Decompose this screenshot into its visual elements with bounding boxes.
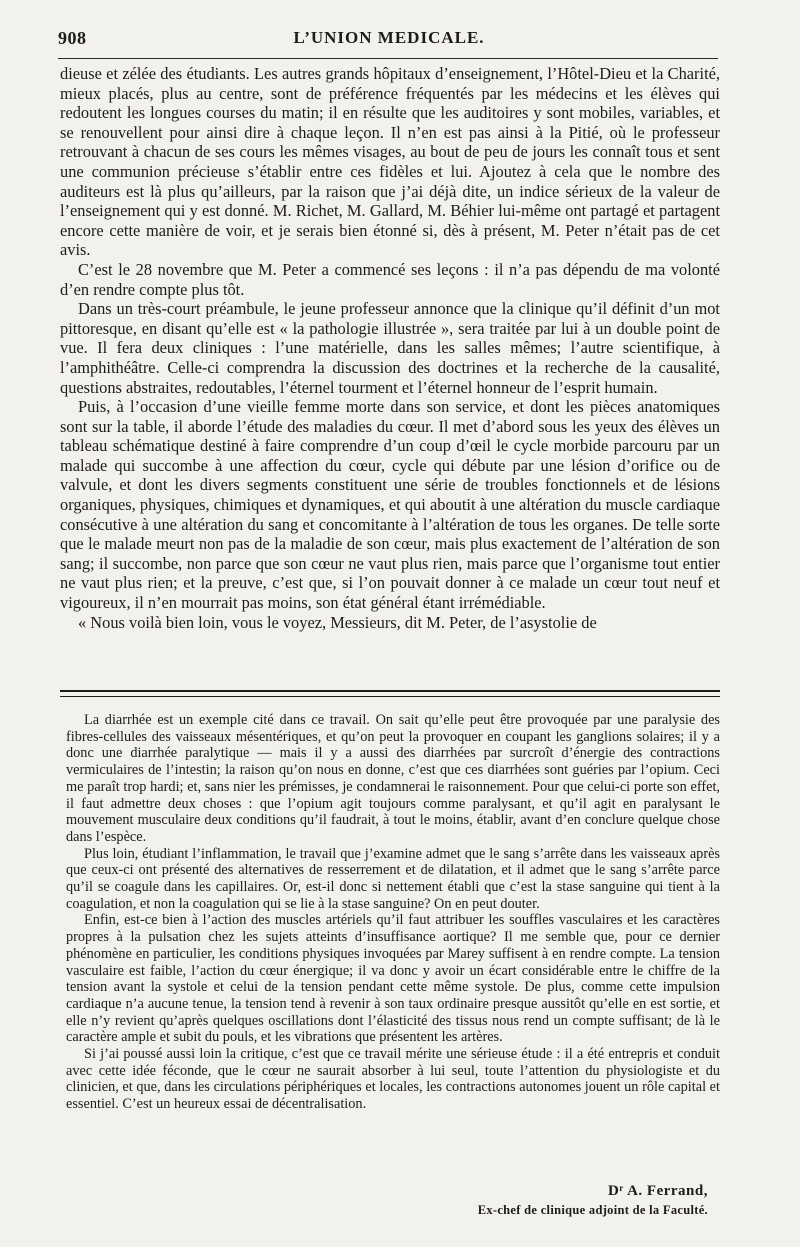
running-head: L’UNION MEDICALE.: [293, 28, 485, 47]
signature: [408, 1182, 708, 1220]
paragraph: dieuse et zélée des étudiants. Les autres grands hôpitaux d’enseignement, l’Hôtel-Dieu et la Charité, mieux placés, plus au centre, sont de préférence fréquentés par les médecins et les élèves qui redoutent les longues courses du matin; il en résulte que les auditoires y sont mobiles, variables, et se renouvellent pour ainsi dire à chaque leçon. Il n’en est pas ainsi à la Pitié, où le professeur retrouvant à chacun de ses cours les mêmes visages, au bout de peu de jours les connaît tous et sent une communion précieuse s’établir entre ces fidèles et lui. Ajoutez à cela que le nombre des auditeurs est là plus qu’ailleurs, par la raison que j’ai déjà dite, un indice sérieux de la valeur de l’enseignement qui y est donné. M. Richet, M. Gallard, M. Béhier lui-même ont partagé et partagent encore cette manière de voir, et je serais bien étonné si, dès à présent, M. Peter n’était pas de cet avis.: [60, 64, 720, 260]
header-rule: [58, 58, 718, 59]
footnote-paragraph: Si j’ai poussé aussi loin la critique, c’est que ce travail mérite une sérieuse étude : il a été entrepris et conduit avec cette idée féconde, que le cœur ne saurait absorber à lui seul, toute l’attention du physiologiste et du clinicien, et que, dans les circulations périphériques et locales, les contractions autonomes jouent un rôle capital et essentiel. C’est un heureux essai de décentralisation.: [66, 1046, 720, 1113]
paragraph: Dans un très-court préambule, le jeune professeur annonce que la clinique qu’il définit d’un mot pittoresque, en disant qu’elle est « la pathologie illustrée », sera traitée par lui à un double point de vue. Il fera deux cliniques : l’une matérielle, dans les salles mêmes; l’autre scientifique, à l’amphithéâtre. Celle-ci comprendra la discussion des doctrines et la recherche de la causalité, questions abstraites, redoutables, l’éternel tourment et l’éternel honneur de l’esprit humain.: [60, 299, 720, 397]
signature-title: Ex-chef de clinique adjoint de la Faculté.: [477, 1203, 708, 1217]
page-header: [58, 22, 720, 52]
footnote-separator-thin: [60, 696, 720, 697]
page-number: 908: [58, 28, 87, 48]
footnote-paragraph: La diarrhée est un exemple cité dans ce travail. On sait qu’elle peut être provoquée par une paralysie des fibres-cellules des vaisseaux mésentériques, et qu’on peut la provoquer en coupant les ganglions solaires; il y a donc une diarrhée paralytique — mais il y a aussi des diarrhées par surcroît d’énergie des contractions vermiculaires de l’intestin; la raison qu’on nous en donne, c’est que ces diarrhées sont guéries par l’opium. Ceci me paraît trop hardi; et, sans nier les prémisses, je condamnerai le raisonnement. Pour que celui-ci porte son effet, il faut admettre deux choses : que l’opium agit toujours comme paralysant, et qu’il agit en paralysant le mouvement musculaire deux conditions qu’il faudrait, à tout le moins, établir, avant d’en conclure quelque chose dans l’espèce.: [66, 712, 720, 845]
footnote-paragraph: Enfin, est-ce bien à l’action des muscles artériels qu’il faut attribuer les souffles vasculaires et les caractères propres à la pulsation chez les sujets atteints d’insuffisance aortique? Il me semble que, pour ce dernier phénomène en particulier, les conditions physiques invoquées par Marey suffisent à en rendre compte. La tension vasculaire est faible, l’action du cœur énergique; il va donc y avoir un écart considérable entre le chiffre de la tension avant la systole et celui de la tension pendant cette même systole. De plus, comme cette impulsion cardiaque n’a aucune tenue, la tension tend à revenir à son taux ordinaire presque aussitôt qu’elle en est sortie, et elle n’y revient qu’après quelques oscillations dont l’élasticité des tissus nous rend un compte suffisant; de là le caractère ample et subit du pouls, et les vibrations que présentent les artères.: [66, 912, 720, 1046]
paragraph: C’est le 28 novembre que M. Peter a commencé ses leçons : il n’a pas dépendu de ma volonté d’en rendre compte plus tôt.: [60, 259, 720, 299]
signature-name: Dʳ A. Ferrand,: [608, 1183, 708, 1199]
footnote: [66, 712, 720, 1113]
paragraph: Puis, à l’occasion d’une vieille femme morte dans son service, et dont les pièces anatomiques sont sur la table, il aborde l’étude des maladies du cœur. Il met d’abord sous les yeux des élèves un tableau schématique destiné à faire comprendre d’un coup d’œil le cycle morbide parcouru par un malade qui succombe à une affection du cœur, cycle qui débute par une lésion d’orifice ou de valvule, et dont les divers segments constituent une série de troubles fonctionnels et de lésions organiques, physiques, chimiques et dynamiques, et qui aboutit à une altération du muscle cardiaque consécutive à une altération du sang et concomitante à l’altération de tous les organes. De telle sorte que le malade meurt non pas de la maladie de son cœur, mais plus exactement de l’altération de son sang; il succombe, non parce que son cœur ne vaut plus rien, mais parce que l’organisme tout entier ne vaut plus rien; et la preuve, c’est que, si l’on pouvait donner à ce malade un cœur tout neuf et vigoureux, il n’en mourrait pas moins, son état général étant irrémédiable.: [60, 397, 720, 613]
paragraph: « Nous voilà bien loin, vous le voyez, Messieurs, dit M. Peter, de l’asystolie de: [78, 612, 597, 632]
main-text: [60, 64, 720, 632]
footnote-separator: [60, 690, 720, 692]
footnote-paragraph: Plus loin, étudiant l’inflammation, le travail que j’examine admet que le sang s’arrête dans les vaisseaux après que ceux-ci ont présenté des alternatives de resserrement et de dilatation, et il admet que le sang s’arrête parce qu’il se coagule dans les capillaires. Or, est-il donc si nettement établi que c’est la stase sanguine qui tient à la coagulation, et non la coagulation qui se lie à la stase sanguine? On en peut douter.: [66, 845, 720, 912]
